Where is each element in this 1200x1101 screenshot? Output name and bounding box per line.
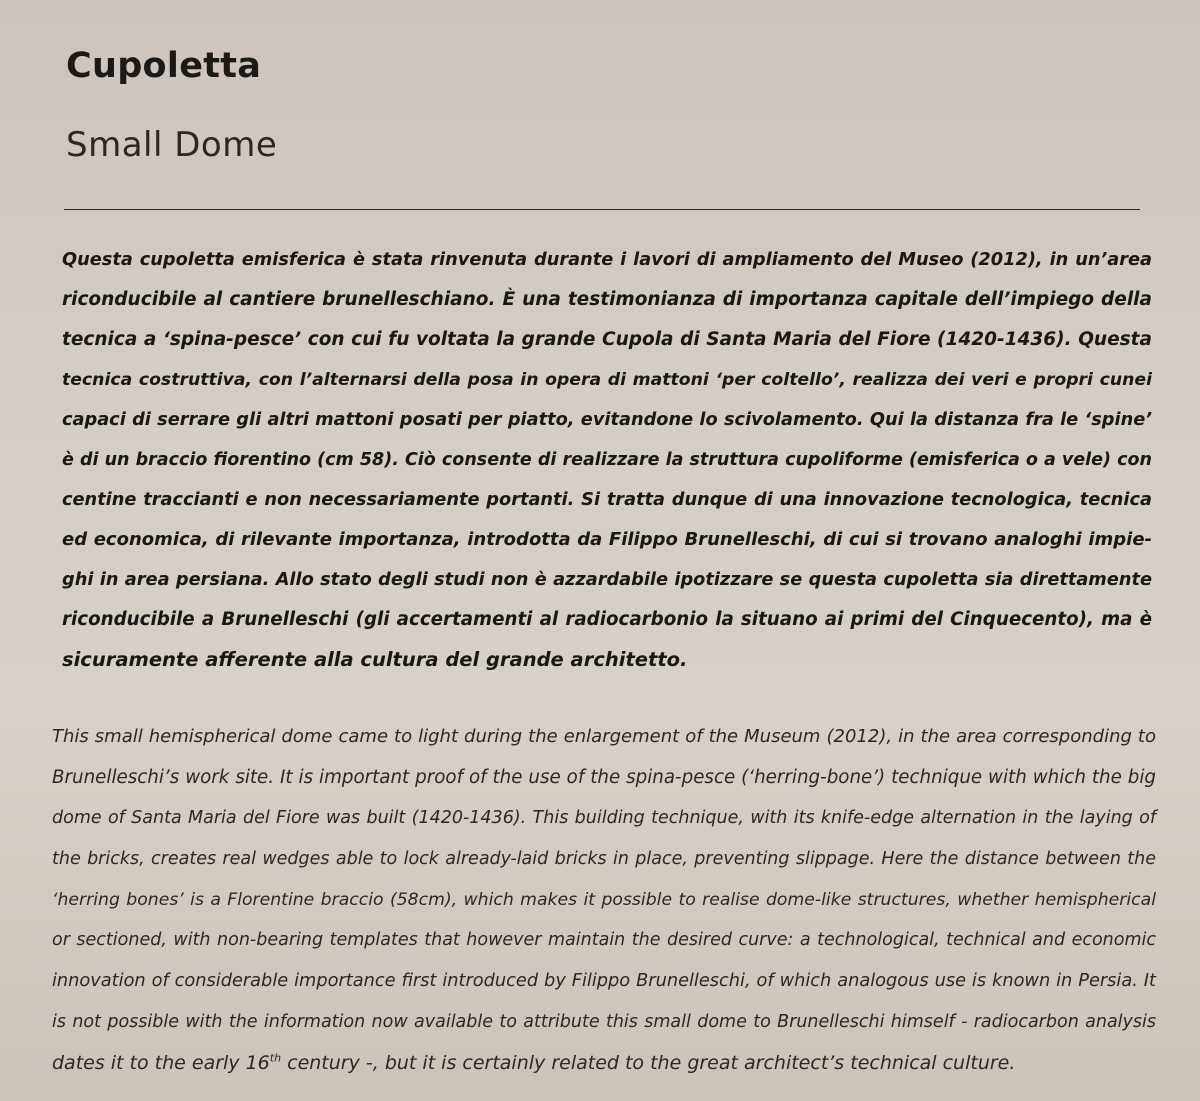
english-line: ‘herring bones’ is a Florentine braccio (58cm), which makes it possible to realise dome-like structures, whether hemispherical: [52, 889, 1156, 910]
ordinal-suffix: th: [269, 1051, 282, 1065]
divider: [64, 209, 1140, 210]
english-line-last: [52, 1043, 1156, 1084]
english-line: innovation of considerable importance first introduced by Filippo Brunelleschi, of which analogous use is known in Persia. It: [52, 971, 1156, 992]
italian-line: tecnica a ‘spina-pesce’ con cui fu voltata la grande Cupola di Santa Maria del Fiore (1420-1436). Questa: [62, 329, 1152, 350]
page-title: Cupoletta: [66, 46, 262, 86]
italian-line: ghi in area persiana. Allo stato degli studi non è azzardabile ipotizzare se questa cupoletta sia direttamente: [62, 570, 1152, 590]
italian-line: ed economica, di rilevante importanza, introdotta da Filippo Brunelleschi, di cui si trovano analoghi impie-: [62, 529, 1152, 550]
italian-line: tecnica costruttiva, con l’alternarsi della posa in opera di mattoni ‘per coltello’, realizza dei veri e propri cunei: [62, 370, 1152, 390]
english-line-last-end: century -, but it is certainly related to the great architect’s technical culture.: [281, 1051, 1016, 1074]
page-subtitle: Small Dome: [66, 125, 278, 165]
italian-line: centine traccianti e non necessariamente portanti. Si tratta dunque di una innovazione tecnologica, tecnica: [62, 490, 1152, 510]
italian-line: sicuramente afferente alla cultura del grande architetto.: [62, 648, 688, 671]
english-line: This small hemispherical dome came to light during the enlargement of the Museum (2012), in the area corresponding to: [52, 726, 1156, 747]
italian-line: riconducibile a Brunelleschi (gli accertamenti al radiocarbonio la situano ai primi del Cinquecento), ma è: [62, 609, 1152, 630]
italian-line: è di un braccio fiorentino (cm 58). Ciò consente di realizzare la struttura cupoliforme (emisferica o a vele) con: [62, 450, 1152, 470]
italian-line: riconducibile al cantiere brunelleschiano. È una testimonianza di importanza capitale dell’impiego della: [62, 289, 1152, 310]
italian-line: Questa cupoletta emisferica è stata rinvenuta durante i lavori di ampliamento del Museo (2012), in un’area: [62, 250, 1152, 270]
english-line: Brunelleschi’s work site. It is important proof of the use of the spina-pesce (‘herring-bone’) technique with which the big: [52, 766, 1156, 788]
english-line: or sectioned, with non-bearing templates that however maintain the desired curve: a technological, technical and economic: [52, 930, 1156, 951]
english-line-last-start: dates it to the early 16: [52, 1051, 270, 1074]
italian-line: capaci di serrare gli altri mattoni posati per piatto, evitandone lo scivolamento. Qui la distanza fra le ‘spine’: [62, 410, 1152, 430]
english-paragraph: [52, 717, 1156, 1083]
english-line: is not possible with the information now available to attribute this small dome to Brunelleschi himself - radiocarbon analysis: [52, 1011, 1156, 1032]
english-line: the bricks, creates real wedges able to lock already-laid bricks in place, preventing slippage. Here the distance between the: [52, 849, 1156, 870]
italian-paragraph: [62, 240, 1152, 680]
english-line: dome of Santa Maria del Fiore was built (1420-1436). This building technique, with its knife-edge alternation in the laying of: [52, 808, 1156, 829]
